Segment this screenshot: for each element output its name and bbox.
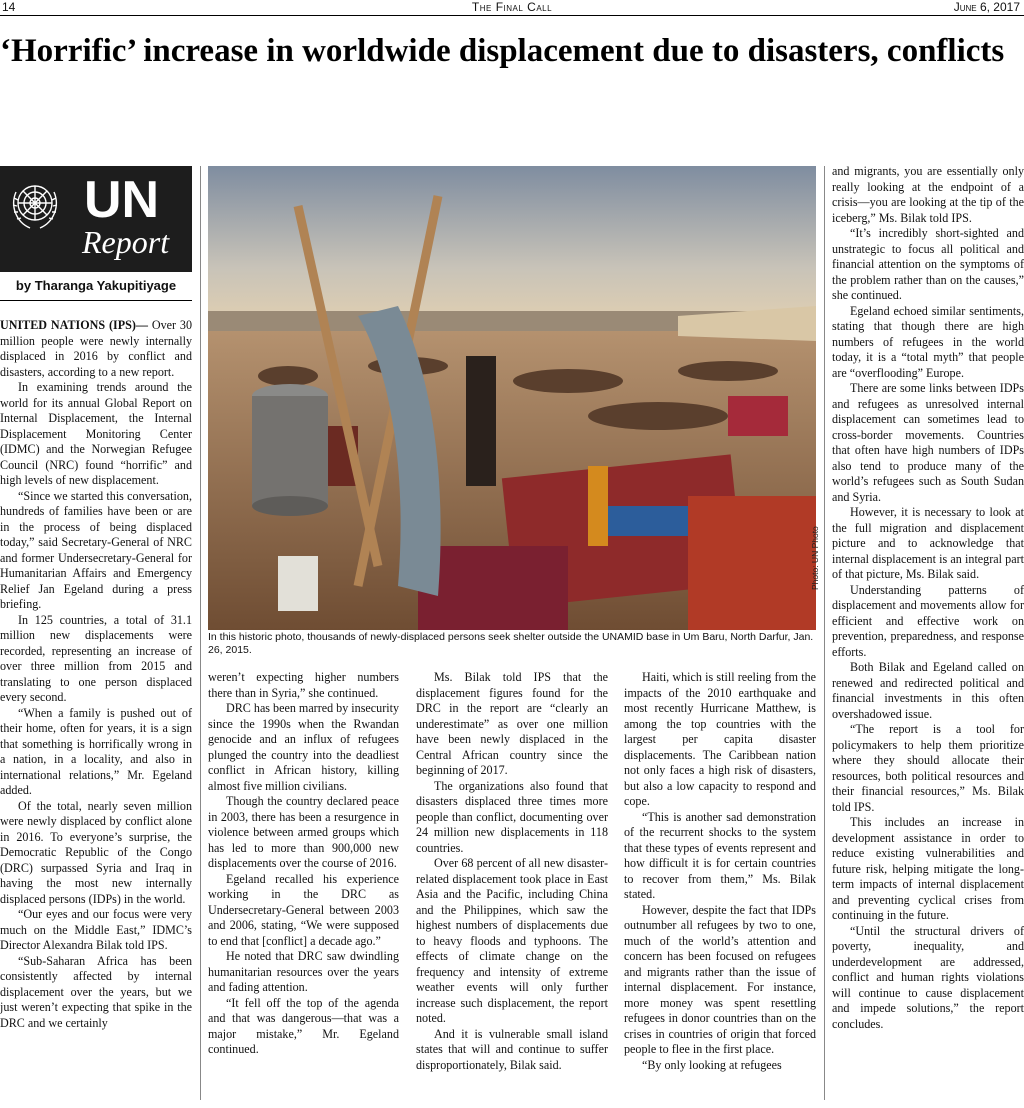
paragraph: This includes an increase in development assistance in order to reduce existing vulnerabilities and future risk, helping mitigate the long-term impacts of internal displacement and preventing cyclical crises from continuing in the future. xyxy=(832,815,1024,922)
photo-credit: Photo: UN Photo xyxy=(810,526,820,590)
photo-caption: In this historic photo, thousands of newly-displaced persons seek shelter outside the UNAMID base in Um Baru, North Darfur, Jan. 26, 2015. xyxy=(208,631,814,656)
paragraph: Over 68 percent of all new disaster-related displacement took place in East Asia and the Pacific, including China and the Philippines, which saw the highest numbers of displacements due to heavy floods and typhoons. The effects of climate change on the frequency and intensity of extreme weather events will only further increase such displacement, the report noted. xyxy=(416,856,608,1025)
header-rule xyxy=(0,15,1024,16)
paragraph: “It’s incredibly short-sighted and unstrategic to focus all political and financial attention on the symptoms of the problem rather than on the causes,” she continued. xyxy=(832,226,1024,302)
photo xyxy=(208,166,816,630)
column-rule xyxy=(200,166,201,1100)
paragraph: “Since we started this conversation, hundreds of families have been or are in the process of being displaced today,” said Secretary-General of NRC and former Undersecretary-General for Humanitarian Affairs and Emergency Relief Jan Egeland during a press briefing. xyxy=(0,488,192,611)
paragraph: Egeland echoed similar sentiments, stating that though there are high numbers of refugees in the world today, it is a “total myth” that people are “overflooding” Europe. xyxy=(832,303,1024,380)
byline: by Tharanga Yakupitiyage xyxy=(15,278,177,293)
running-header xyxy=(0,0,1024,15)
paragraph: Haiti, which is still reeling from the impacts of the 2010 earthquake and most recently Hurricane Matthew, is among the top countries with the largest per capita disaster displacements. The Caribbean nation not only faces a high risk of disasters, but also a low capacity to respond and cope. xyxy=(624,670,816,808)
paragraph: and migrants, you are essentially only really looking at the endpoint of a crisis—you are looking at the tip of the iceberg,” Ms. Bilak told IPS. xyxy=(832,164,1024,225)
paragraph: “It fell off the top of the agenda and that was dangerous—that was a major mistake,” Mr. Egeland continued. xyxy=(208,995,399,1056)
lead-paragraph: UNITED NATIONS (IPS)— Over 30 million people were newly internally displaced in 2016 by conflict and disasters, according to a new report. xyxy=(0,318,192,379)
paragraph: Of the total, nearly seven million were newly displaced by conflict alone in 2016. To everyone’s surprise, the Democratic Republic of the Congo (DRC) surpassed Syria and Iraq in having the most new internally displaced persons (IDPs) in the world. xyxy=(0,798,192,906)
dateline: UNITED NATIONS (IPS)— xyxy=(0,318,148,332)
byline-rule xyxy=(0,300,192,301)
camp-photo-image xyxy=(208,166,816,630)
issue-date: June 6, 2017 xyxy=(953,0,1020,14)
article-column-4 xyxy=(624,670,816,1073)
paragraph: Understanding patterns of displacement and movements allow for efficient and effective work on prevention, preparedness, and response efforts. xyxy=(832,582,1024,659)
paragraph: “Sub-Saharan Africa has been consistently affected by internal displacement over the years, but we just weren’t expecting that spike in the DRC and we certainly xyxy=(0,953,192,1030)
paragraph: “Until the structural drivers of poverty, inequality, and underdevelopment are addressed, conflict and human rights violations will continue to cause displacement and impede solutions,” the report concludes. xyxy=(832,923,1024,1031)
paragraph: “Our eyes and our focus were very much on the Middle East,” IDMC’s Director Alexandra Bilak told IPS. xyxy=(0,907,192,952)
paragraph: And it is vulnerable small island states that will and continue to suffer disproportionately, Bilak said. xyxy=(416,1026,608,1072)
paragraph: “The report is a tool for policymakers to help them prioritize where they should allocate their resources, both political resources and their financial resources,” Ms. Bilak told IPS. xyxy=(832,722,1024,814)
article-column-1 xyxy=(0,318,192,1031)
paragraph: “This is another sad demonstration of the recurrent shocks to the system that these types of events represent and how difficult it is for certain countries to recover from them,” Ms. Bilak stated. xyxy=(624,809,816,901)
paragraph: In examining trends around the world for its annual Global Report on Internal Displacement, the Internal Displacement Monitoring Center (IDMC) and the Norwegian Refugee Council (NRC) found “horrific” and high levels of new displacement. xyxy=(0,380,192,487)
logo-wordmark: UN xyxy=(84,171,160,229)
headline: ‘Horrific’ increase in worldwide displacement due to disasters, conflicts xyxy=(0,33,1005,69)
un-report-logo xyxy=(0,166,192,272)
paragraph: However, despite the fact that IDPs outnumber all refugees by two to one, much of the world’s attention and concern has been focused on refugees and migrants rather than the issue of internal displacement. For instance, more money was spent resettling refugees in donor countries than on the crises in countries of origin that forced people to flee in the first place. xyxy=(624,902,816,1056)
paragraph: Ms. Bilak told IPS that the displacement figures found for the DRC in the report are “clearly an underestimate” as over one million have been newly displaced in the Central African country since the beginning of 2017. xyxy=(416,670,608,777)
article-column-5 xyxy=(832,164,1024,1032)
paragraph: However, it is necessary to look at the full migration and displacement picture and to acknowledge that internal displacement is an integral part of that picture, Ms. Bilak said. xyxy=(832,505,1024,581)
paragraph: In 125 countries, a total of 31.1 million new displacements were recorded, representing an increase of over three million from 2015 and translating to one person displaced every second. xyxy=(0,612,192,704)
paragraph: There are some links between IDPs and refugees as unresolved internal displacement can sometimes lead to cross-border movements. Countries that often have high numbers of IDPs also tend to produce many of the world’s refugees such as South Sudan and Syria. xyxy=(832,381,1024,504)
logo-subtitle: Report xyxy=(82,224,170,260)
article-column-2 xyxy=(208,670,399,1058)
paragraph: DRC has been marred by insecurity since the 1990s when the Rwandan genocide and an influx of refugees plunged the country into the deadliest conflict in African history, killing almost five million civilians. xyxy=(208,701,399,793)
paragraph: The organizations also found that disasters displaced three times more people than conflict, documenting over 24 million new displacements in 118 countries. xyxy=(416,778,608,855)
article-column-3 xyxy=(416,670,608,1073)
page-number: 14 xyxy=(2,0,16,14)
un-emblem-icon xyxy=(8,178,62,232)
paragraph: “By only looking at refugees xyxy=(642,1057,782,1072)
paragraph: Though the country declared peace in 2003, there has been a resurgence in violence between armed groups which has led to more than 900,000 new displacements over the course of 2016. xyxy=(208,794,399,870)
paragraph: “When a family is pushed out of their home, often for years, it is a sign that something is horrifically wrong in a nation, in a locality, and also in international relations,” Mr. Egeland added. xyxy=(0,705,192,797)
paragraph: weren’t expecting higher numbers there than in Syria,” she continued. xyxy=(208,670,399,700)
paragraph: Both Bilak and Egeland called on renewed and redirected political and financial investments in this often overshadowed issue. xyxy=(832,660,1024,721)
publication-name: The Final Call xyxy=(471,0,553,14)
paragraph: Egeland recalled his experience working in the DRC as Undersecretary-General between 2003 and 2006, stating, “We were supposed to end that [conflict] a decade ago.” xyxy=(208,871,399,948)
paragraph: He noted that DRC saw dwindling humanitarian resources over the years and fading attention. xyxy=(208,949,399,994)
column-rule xyxy=(824,166,825,1100)
